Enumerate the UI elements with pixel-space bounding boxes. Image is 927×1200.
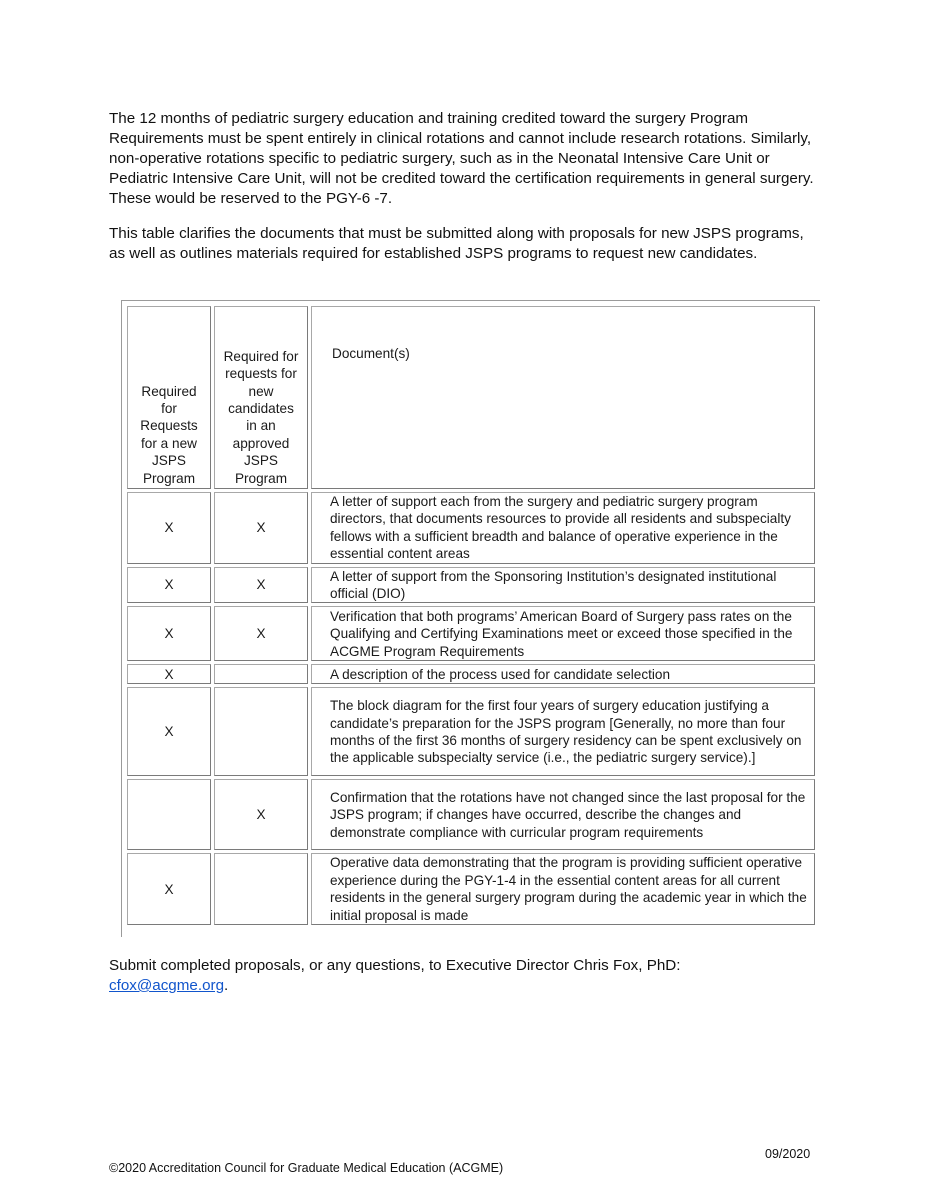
cell-new-program: X: [127, 853, 211, 925]
table-row: [127, 606, 815, 661]
email-link[interactable]: cfox@acgme.org: [109, 977, 225, 994]
submission-text: Submit completed proposals, or any questions, to Executive Director Chris Fox, PhD:: [109, 957, 681, 974]
requirements-table-frame: [121, 300, 820, 937]
cell-new-program: X: [127, 567, 211, 604]
cell-document: Operative data demonstrating that the program is providing sufficient operative experience during the PGY-1-4 in the essential content areas for all current residents in the general surgery program during the academic year in which the initial proposal is made: [311, 853, 815, 925]
table-row: [127, 567, 815, 604]
cell-new-program: [127, 779, 211, 850]
submission-note: [109, 956, 821, 996]
header-new-candidates-text: Required for requests for new candidates in an approved JSPS Program: [223, 348, 299, 486]
cell-new-candidates: [214, 687, 308, 776]
header-new-candidates: [214, 306, 308, 489]
cell-new-candidates: X: [214, 779, 308, 850]
intro-paragraph-1: The 12 months of pediatric surgery education and training credited toward the surgery Program Requirements must be spent entirely in clinical rotations and cannot include research rotations. Similarly, non-operative rotations specific to pediatric surgery, such as in the Neonatal Intensive Care Unit or Pediatric Intensive Care Unit, will not be credited toward the certification requirements in general surgery. These would be reserved to the PGY-6 -7.: [109, 110, 814, 207]
table-header-row: [127, 306, 815, 489]
cell-document: Verification that both programs’ American Board of Surgery pass rates on the Qualifying and Certifying Examinations meet or exceed those specified in the ACGME Program Requirements: [311, 606, 815, 661]
cell-new-candidates: X: [214, 567, 308, 604]
cell-new-program: X: [127, 606, 211, 661]
cell-document: The block diagram for the first four years of surgery education justifying a candidate’s preparation for the JSPS program [Generally, no more than four months of the first 36 months of surgery residency can be spent exclusively on the applicable subspecialty service (i.e., the pediatric surgery service).]: [311, 687, 815, 776]
intro-paragraph-2: This table clarifies the documents that must be submitted along with proposals for new JSPS programs, as well as outlines materials required for established JSPS programs to request new candidates.: [109, 225, 804, 262]
table-row: [127, 664, 815, 684]
table-row: [127, 687, 815, 776]
table-row: [127, 853, 815, 925]
copyright-footer: ©2020 Accreditation Council for Graduate Medical Education (ACGME): [109, 1161, 504, 1175]
cell-new-candidates: [214, 853, 308, 925]
table-row: [127, 779, 815, 850]
cell-new-program: X: [127, 492, 211, 564]
cell-new-candidates: X: [214, 492, 308, 564]
header-new-program: [127, 306, 211, 489]
submission-period: .: [224, 977, 229, 994]
cell-document: A letter of support from the Sponsoring Institution’s designated institutional official (DIO): [311, 567, 815, 604]
cell-new-candidates: X: [214, 606, 308, 661]
header-documents: Document(s): [311, 306, 815, 489]
document-date: 09/2020: [765, 1147, 811, 1161]
cell-new-candidates: [214, 664, 308, 684]
header-new-program-text: Required for Requests for a new JSPS Program: [140, 383, 198, 486]
cell-new-program: X: [127, 664, 211, 684]
cell-document: Confirmation that the rotations have not changed since the last proposal for the JSPS program; if changes have occurred, describe the changes and demonstrate compliance with curricular program requirements: [311, 779, 815, 850]
table-row: [127, 492, 815, 564]
cell-document: A letter of support each from the surgery and pediatric surgery program directors, that documents resources to provide all residents and subspecialty fellows with a sufficient breadth and balance of operative experience in the essential content areas: [311, 492, 815, 564]
cell-new-program: X: [127, 687, 211, 776]
requirements-table: [124, 303, 818, 928]
cell-document: A description of the process used for candidate selection: [311, 664, 815, 684]
